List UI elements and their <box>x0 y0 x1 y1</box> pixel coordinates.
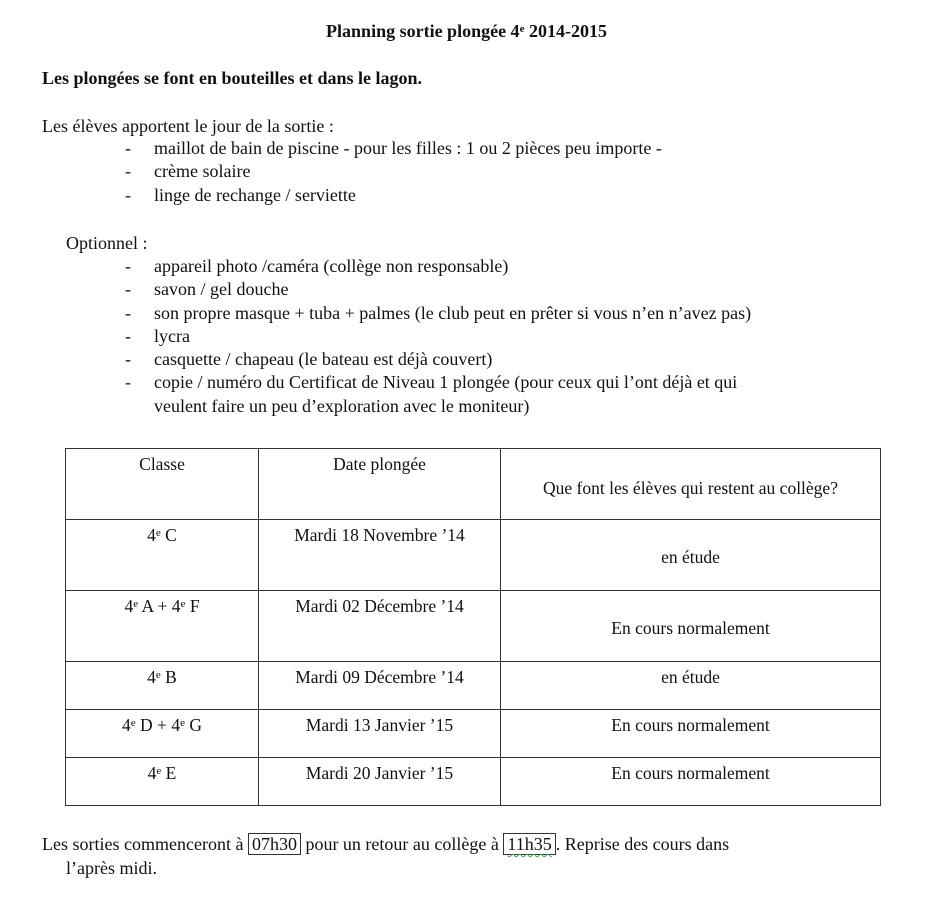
return-time: 11h35 <box>503 833 555 855</box>
optional-heading: Optionnel : <box>66 233 148 253</box>
cell-activite: En cours normalement <box>501 758 881 806</box>
start-time: 07h30 <box>248 833 301 855</box>
table-row <box>66 710 881 758</box>
cell-date: Mardi 20 Janvier ’15 <box>259 758 501 806</box>
header-classe: Classe <box>66 449 259 520</box>
list-item: - casquette / chapeau (le bateau est déjà couvert) <box>125 349 493 370</box>
intro-text: Les plongées se font en bouteilles et dans le lagon. <box>42 68 423 88</box>
table-row <box>66 758 881 806</box>
table-row <box>66 662 881 710</box>
list-item-continuation: veulent faire un peu d’exploration avec le moniteur) <box>154 395 530 416</box>
list-item: - appareil photo /caméra (collège non responsable) <box>125 256 509 276</box>
cell-date: Mardi 13 Janvier ’15 <box>259 710 501 758</box>
table-header-row <box>66 449 881 520</box>
cell-activite: en étude <box>501 520 881 591</box>
cell-activite: En cours normalement <box>501 710 881 758</box>
cell-classe: 4e $D + 4^e$ G <box>66 710 259 758</box>
schedule-note: Les sorties commenceront à 07h30 pour un retour au collège à 11h35 . Reprise des cours dans l’après midi. <box>42 834 730 878</box>
list-item: - son propre masque + tuba + palmes (le club peut en prêter si vous n’en n’avez pas) <box>125 302 752 323</box>
list-item: - lycra <box>125 325 190 346</box>
cell-classe: 4e C <box>66 520 259 591</box>
header-date: Date plongée <box>259 449 501 520</box>
cell-classe: 4e E <box>66 758 259 806</box>
cell-classe: 4e $A + 4^e$ F <box>66 591 259 662</box>
cell-classe: 4e B <box>66 662 259 710</box>
optional-list <box>122 255 751 418</box>
list-item: - maillot de bain de piscine - pour les filles : 1 ou 2 pièces peu importe - <box>125 138 662 158</box>
header-activite: Que font les élèves qui restent au collège? <box>501 449 881 520</box>
table-row <box>66 520 881 591</box>
list-item: - crème solaire <box>125 161 251 182</box>
cell-activite: en étude <box>501 662 881 710</box>
list-item: - copie / numéro du Certificat de Niveau 1 plongée (pour ceux qui l’ont déjà et qui <box>125 372 738 393</box>
cell-date: Mardi 02 Décembre ’14 <box>259 591 501 662</box>
bring-list <box>122 137 662 207</box>
table-row <box>66 591 881 662</box>
cell-activite: En cours normalement <box>501 591 881 662</box>
schedule-table <box>65 448 881 806</box>
list-item: - savon / gel douche <box>125 279 289 300</box>
cell-date: Mardi 09 Décembre ’14 <box>259 662 501 710</box>
document-title: Planning sortie plongée 4e 2014-2015 <box>326 21 607 41</box>
bring-heading: Les élèves apportent le jour de la sortie : <box>42 116 334 136</box>
cell-date: Mardi 18 Novembre ’14 <box>259 520 501 591</box>
list-item: - linge de rechange / serviette <box>125 184 356 205</box>
